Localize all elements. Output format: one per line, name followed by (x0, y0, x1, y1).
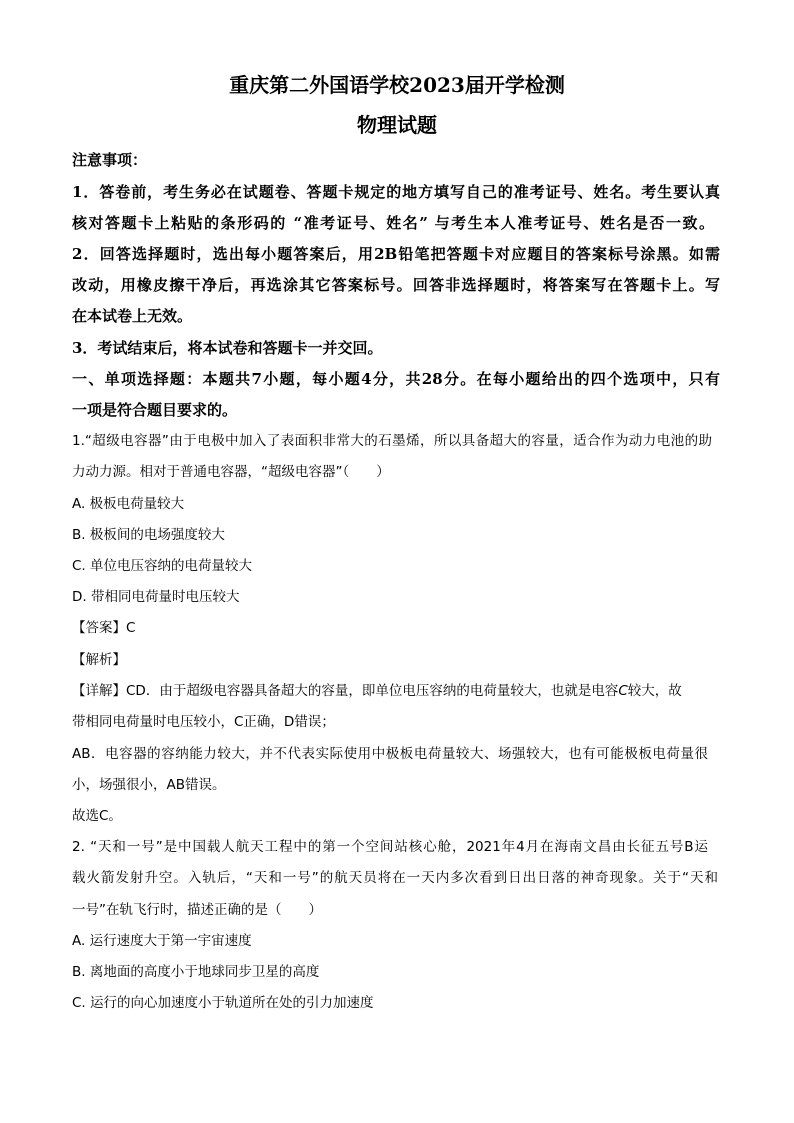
question-2-stem-line-1: 2. “天和一号”是中国载人航天工程中的第一个空间站核心舱，2021年4月在海南文昌由长征五号B运 (72, 839, 708, 855)
question-2-stem-line-2: 载火箭发射升空。入轨后，“天和一号”的航天员将在一天内多次看到日出日落的神奇现象。关于“天和 (72, 870, 718, 886)
question-1-option-d: D. 带相同电荷量时电压较大 (72, 589, 240, 605)
question-2-option-c: C. 运行的向心加速度小于轨道所在处的引力加速度 (72, 995, 374, 1011)
question-1-stem-line-1: 1.“超级电容器”由于电极中加入了表面积非常大的石墨烯，所以具备超大的容量，适合作为动力电池的助 (72, 433, 712, 449)
answer-tag: 【答案】 (72, 620, 126, 636)
notice-item-2-line-2: 改动，用橡皮擦干净后，再选涂其它答案标号。回答非选择题时，将答案写在答题卡上。写 (72, 276, 720, 294)
question-1-detail-line-1 (72, 681, 682, 701)
notice-item-1-line-2: 核对答题卡上粘贴的条形码的 “准考证号、姓名” 与考生本人准考证号、姓名是否一致。 (72, 214, 714, 232)
notice-item-2-line-3: 在本试卷上无效。 (72, 307, 193, 325)
question-1-conclusion: 故选C。 (72, 808, 122, 824)
notice-item-2-line-1: 2．回答选择题时，选出每小题答案后，用2B铅笔把答题卡对应题目的答案标号涂黑。如需 (72, 245, 720, 263)
question-2-option-b: B. 离地面的高度小于地球同步卫星的高度 (72, 964, 320, 980)
answer-value: C (126, 620, 136, 636)
page-title: 重庆第二外国语学校2023届开学检测 (229, 73, 565, 97)
question-2-option-a: A. 运行速度大于第一宇宙速度 (72, 933, 252, 949)
question-1-option-c: C. 单位电压容纳的电荷量较大 (72, 558, 253, 574)
section-1-heading-line-2: 一项是符合题目要求的。 (72, 401, 238, 419)
question-1-stem-line-2: 力动力源。相对于普通电容器，“超级电容器”（ ） (72, 464, 390, 480)
question-1-analysis-tag: 【解析】 (72, 652, 126, 668)
notice-item-3: 3．考试结束后，将本试卷和答题卡一并交回。 (72, 339, 383, 357)
section-1-heading-line-1: 一、单项选择题：本题共7小题，每小题4分，共28分。在每小题给出的四个选项中，只有 (72, 370, 720, 388)
notice-heading: 注意事项： (72, 151, 148, 169)
question-1-detail-line-3: AB．电容器的容纳能力较大，并不代表实际使用中极板电荷量较大、场强较大，也有可能极板电荷量很 (72, 746, 708, 762)
question-1-detail-line-4: 小，场强很小，AB错误。 (72, 777, 226, 793)
question-1-option-b: B. 极板间的电场强度较大 (72, 527, 225, 543)
detail-text-end: 较大，故 (627, 683, 682, 699)
question-1-answer (72, 618, 135, 638)
capacitance-symbol: C (618, 683, 628, 699)
detail-text: 【详解】CD．由于超级电容器具备超大的容量，即单位电压容纳的电荷量较大，也就是电容 (72, 683, 619, 699)
subject-title: 物理试题 (357, 113, 437, 137)
question-2-stem-line-3: 一号”在轨飞行时，描述正确的是（ ） (72, 902, 322, 918)
question-1-detail-line-2: 带相同电荷量时电压较小，C正确，D错误； (72, 714, 335, 730)
notice-item-1-line-1: 1．答卷前，考生务必在试题卷、答题卡规定的地方填写自己的准考证号、姓名。考生要认真 (72, 183, 720, 201)
question-1-option-a: A. 极板电荷量较大 (72, 496, 185, 512)
